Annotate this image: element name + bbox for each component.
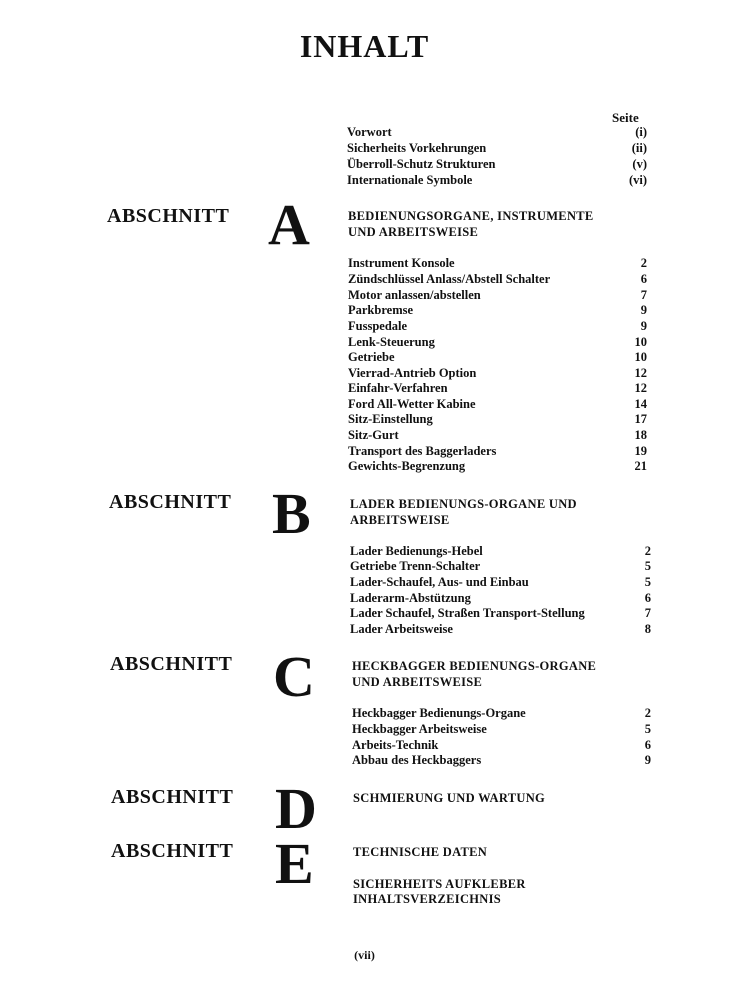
toc-entry-label: Transport des Baggerladers (348, 444, 497, 458)
toc-entry-label: Gewichts-Begrenzung (348, 459, 466, 473)
toc-entry (347, 156, 647, 172)
toc-entry-page: 6 (644, 738, 651, 752)
toc-entry-label: Fusspedale (348, 319, 408, 333)
toc-entry-label: Lenk-Steuerung (348, 335, 435, 349)
toc-entry-page: 2 (640, 256, 647, 270)
toc-entry-label: Lader-Schaufel, Aus- und Einbau (350, 575, 529, 589)
section-e-letter: E (275, 831, 314, 896)
toc-entry (352, 752, 651, 768)
section-c-label: ABSCHNITT (110, 653, 233, 675)
section-d-heading: SCHMIERUNG UND WARTUNG (353, 791, 546, 805)
toc-entry-page: 7 (644, 606, 651, 620)
toc-entry-page: 21 (634, 459, 647, 473)
toc-entry (350, 590, 651, 606)
section-b-heading-line1: LADER BEDIENUNGS-ORGANE UND (350, 497, 577, 511)
toc-entry-label: Vierrad-Antrieb Option (348, 366, 477, 380)
section-d-letter: D (275, 776, 317, 841)
toc-entry-page: 9 (640, 319, 647, 333)
toc-entry-page: 9 (640, 303, 647, 317)
section-a-heading-line1: BEDIENUNGSORGANE, INSTRUMENTE (348, 209, 594, 223)
toc-entry-label: Sicherheits Vorkehrungen (347, 141, 487, 155)
toc-entry-page: 2 (644, 544, 651, 558)
toc-entry-page: 12 (634, 366, 647, 380)
section-a-label: ABSCHNITT (107, 205, 230, 227)
section-c-letter: C (273, 644, 315, 709)
toc-entry-label: Arbeits-Technik (352, 738, 439, 752)
toc-entry-label: Lader Arbeitsweise (350, 622, 453, 636)
toc-entry-label: Zündschlüssel Anlass/Abstell Schalter (348, 272, 551, 286)
toc-entry-page: 17 (634, 412, 647, 426)
toc-entry-page: 8 (644, 622, 651, 636)
toc-entry-page: 6 (644, 591, 651, 605)
toc-entry-page: 10 (634, 335, 647, 349)
section-c-heading-line2: UND ARBEITSWEISE (352, 675, 483, 689)
toc-entry-label: Parkbremse (348, 303, 414, 317)
toc-entry (348, 427, 647, 443)
toc-entry (348, 458, 647, 474)
page-number: (vii) (354, 948, 375, 962)
toc-entry (348, 349, 647, 365)
toc-entry (348, 302, 647, 318)
toc-entry (350, 558, 651, 574)
toc-entry-label: Sitz-Einstellung (348, 412, 433, 426)
toc-entry-page: (ii) (631, 141, 647, 155)
toc-entry-label: Ford All-Wetter Kabine (348, 397, 476, 411)
toc-entry (348, 318, 647, 334)
toc-entry (348, 271, 647, 287)
toc-entry-page: (i) (635, 125, 647, 139)
toc-entry-page: 9 (644, 753, 651, 767)
toc-entry-label: Heckbagger Arbeitsweise (352, 722, 487, 736)
toc-entry (352, 705, 651, 721)
toc-entry (350, 605, 651, 621)
toc-entry-page: 18 (634, 428, 647, 442)
section-b-letter: B (272, 481, 311, 546)
toc-entry (347, 140, 647, 156)
toc-entry (348, 443, 647, 459)
toc-entry-page: 19 (634, 444, 647, 458)
section-a-heading-line2: UND ARBEITSWEISE (348, 225, 479, 239)
toc-entry-page: 5 (644, 575, 651, 589)
toc-entry-page: 10 (634, 350, 647, 364)
section-b-heading-line2: ARBEITSWEISE (350, 513, 450, 527)
page-title: INHALT (299, 28, 430, 64)
toc-entry-label: Instrument Konsole (348, 256, 455, 270)
section-b-label: ABSCHNITT (109, 491, 232, 513)
toc-entry-page: 5 (644, 559, 651, 573)
section-c-heading-line1: HECKBAGGER BEDIENUNGS-ORGANE (352, 659, 597, 673)
toc-entry-label: Internationale Symbole (347, 173, 473, 187)
toc-entry-label: Überroll-Schutz Strukturen (347, 157, 496, 171)
page-column-header: Seite (612, 110, 639, 125)
toc-entry-label: Motor anlassen/abstellen (348, 288, 481, 302)
toc-entry-page: 2 (644, 706, 651, 720)
toc-entry-page: (vi) (628, 173, 647, 187)
toc-entry (350, 543, 651, 559)
section-e-extra-line2: INHALTSVERZEICHNIS (353, 892, 502, 906)
toc-entry-label: Lader Bedienungs-Hebel (350, 544, 483, 558)
toc-entry (348, 287, 647, 303)
toc-entry (347, 172, 647, 188)
section-e-extra-line1: SICHERHEITS AUFKLEBER (353, 877, 526, 891)
toc-entry (348, 411, 647, 427)
toc-entry-label: Einfahr-Verfahren (348, 381, 448, 395)
section-d-label: ABSCHNITT (111, 786, 234, 808)
toc-entry-page: 7 (640, 288, 647, 302)
toc-entry (348, 334, 647, 350)
section-e-heading: TECHNISCHE DATEN (353, 845, 488, 859)
toc-entry (352, 721, 651, 737)
toc-entry-page: 14 (634, 397, 647, 411)
toc-entry-page: 6 (640, 272, 647, 286)
toc-entry-label: Vorwort (347, 125, 392, 139)
toc-entry-label: Heckbagger Bedienungs-Organe (352, 706, 526, 720)
toc-entry-label: Sitz-Gurt (348, 428, 399, 442)
toc-entry (352, 737, 651, 753)
toc-entry (348, 380, 647, 396)
section-e-label: ABSCHNITT (111, 840, 234, 862)
toc-entry (348, 396, 647, 412)
toc-entry-label: Getriebe Trenn-Schalter (350, 559, 481, 573)
toc-entry (348, 255, 647, 271)
toc-entry-label: Lader Schaufel, Straßen Transport-Stellung (350, 606, 585, 620)
toc-entry (350, 621, 651, 637)
toc-entry-page: 12 (634, 381, 647, 395)
toc-entry-page: 5 (644, 722, 651, 736)
toc-entry (347, 124, 647, 140)
toc-entry-label: Abbau des Heckbaggers (352, 753, 482, 767)
section-a-letter: A (268, 192, 310, 257)
toc-entry-page: (v) (632, 157, 647, 171)
toc-entry-label: Getriebe (348, 350, 395, 364)
toc-entry-label: Laderarm-Abstützung (350, 591, 471, 605)
toc-entry (348, 365, 647, 381)
toc-entry (350, 574, 651, 590)
